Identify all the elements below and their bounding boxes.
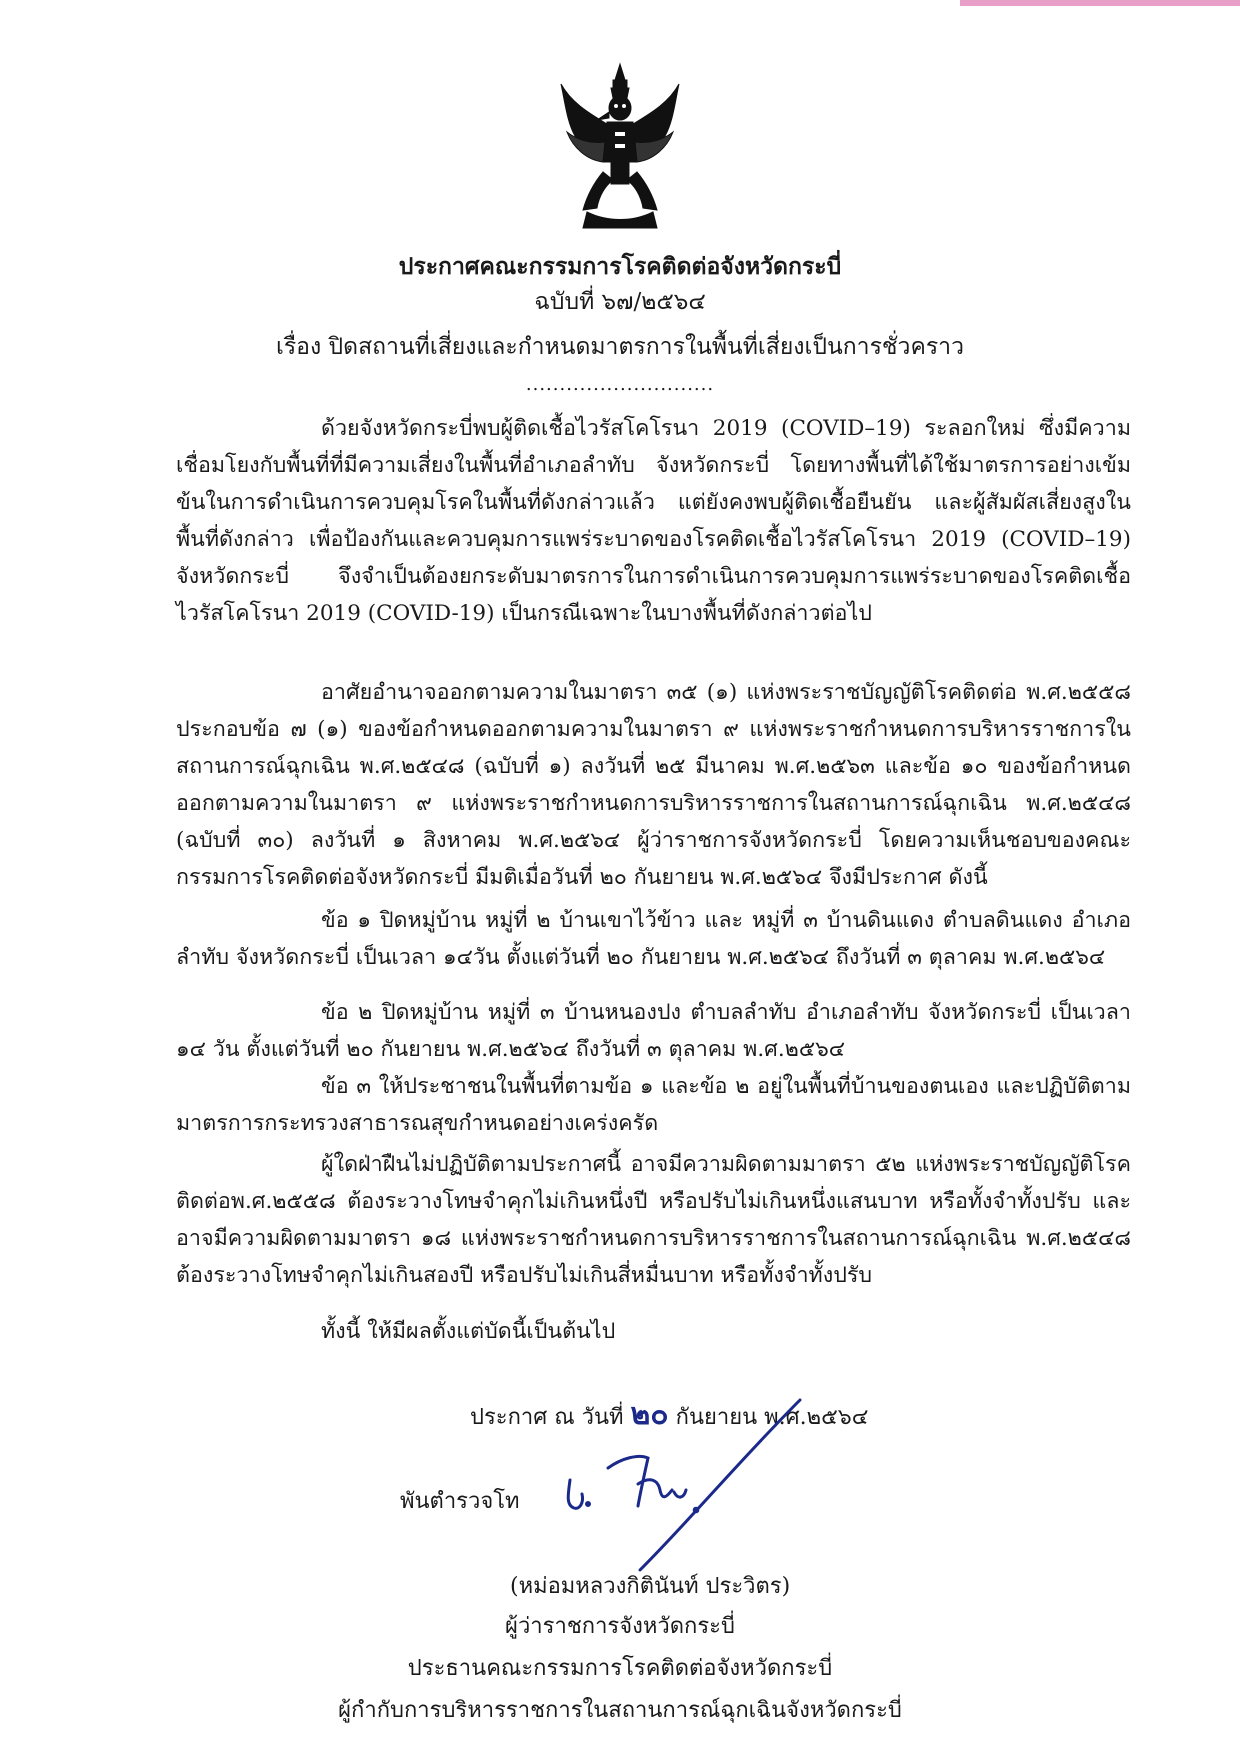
signer-position-emergency-director: ผู้กำกับการบริหารราชการในสถานการณ์ฉุกเฉินจังหวัดกระบี่ [338, 1698, 902, 1723]
announcement-title: ประกาศคณะกรรมการโรคติดต่อจังหวัดกระบี่ [398, 253, 842, 280]
paragraph-background: ด้วยจังหวัดกระบี่พบผู้ติดเชื้อไวรัสโคโรนา 2019 (COVID–19) ระลอกใหม่ ซึ่งมีความเชื่อมโยงกับพื้นที่ที่มีความเสี่ยงในพื้นที่อำเภอลำทับ จังหวัดกระบี่ โดยทางพื้นที่ได้ใช้มาตรการอย่างเข้มข้นในการดำเนินการควบคุมโรคในพื้นที่ดังกล่าวแล้ว แต่ยังคงพบผู้ติดเชื้อยืนยัน และผู้สัมผัสเสี่ยงสูงในพื้นที่ดังกล่าว เพื่อป้องกันและควบคุมการแพร่ระบาดของโรคติดเชื้อไวรัสโคโรนา 2019 (COVID–19) จังหวัดกระบี่ จึงจำเป็นต้องยกระดับมาตรการในการดำเนินการควบคุมการแพร่ระบาดของโรคติดเชื้อไวรัสโคโรนา 2019 (COVID-19) เป็นกรณีเฉพาะในบางพื้นที่ดังกล่าวต่อไป [176, 416, 1131, 626]
signer-name: (หม่อมหลวงกิตินันท์ ประวิตร) [510, 1574, 791, 1599]
paragraph-penalty: ผู้ใดฝ่าฝืนไม่ปฏิบัติตามประกาศนี้ อาจมีความผิดตามมาตรา ๕๒ แห่งพระราชบัญญัติโรคติดต่อพ.ศ.๒๕๕๘ ต้องระวางโทษจำคุกไม่เกินหนึ่งปี หรือปรับไม่เกินหนึ่งแสนบาท หรือทั้งจำทั้งปรับ และอาจมีความผิดตามมาตรา ๑๘ แห่งพระราชกำหนดการบริหารราชการในสถานการณ์ฉุกเฉิน พ.ศ.๒๕๔๘ ต้องระวางโทษจำคุกไม่เกินสองปี หรือปรับไม่เกินสี่หมื่นบาท หรือทั้งจำทั้งปรับ [176, 1152, 1131, 1288]
paragraph-effective: ทั้งนี้ ให้มีผลตั้งแต่บัดนี้เป็นต้นไป [321, 1319, 616, 1344]
handwritten-signature [540, 1380, 840, 1580]
announcement-subject: เรื่อง ปิดสถานที่เสี่ยงและกำหนดมาตรการในพื้นที่เสี่ยงเป็นการชั่วคราว [275, 334, 965, 360]
paragraph-legal-authority: อาศัยอำนาจออกตามความในมาตรา ๓๕ (๑) แห่งพระราชบัญญัติโรคติดต่อ พ.ศ.๒๕๕๘ ประกอบข้อ ๗ (๑) ของข้อกำหนดออกตามความในมาตรา ๙ แห่งพระราชกำหนดการบริหารราชการในสถานการณ์ฉุกเฉิน พ.ศ.๒๕๔๘ (ฉบับที่ ๑) ลงวันที่ ๒๕ มีนาคม พ.ศ.๒๕๖๓ และข้อ ๑๐ ของข้อกำหนดออกตามความในมาตรา ๙ แห่งพระราชกำหนดการบริหารราชการในสถานการณ์ฉุกเฉิน พ.ศ.๒๕๔๘ (ฉบับที่ ๓๐) ลงวันที่ ๑ สิงหาคม พ.ศ.๒๕๖๔ ผู้ว่าราชการจังหวัดกระบี่ โดยความเห็นชอบของคณะกรรมการโรคติดต่อจังหวัดกระบี่ มีมติเมื่อวันที่ ๒๐ กันยายน พ.ศ.๒๕๖๔ จึงมีประกาศ ดังนี้ [176, 680, 1131, 890]
clause-2: ข้อ ๒ ปิดหมู่บ้าน หมู่ที่ ๓ บ้านหนองปง ตำบลลำทับ อำเภอลำทับ จังหวัดกระบี่ เป็นเวลา ๑๔ วัน ตั้งแต่วันที่ ๒๐ กันยายน พ.ศ.๒๕๖๔ ถึงวันที่ ๓ ตุลาคม พ.ศ.๒๕๖๔ [176, 1000, 1131, 1062]
signer-rank: พันตำรวจโท [400, 1489, 520, 1514]
clause-1: ข้อ ๑ ปิดหมู่บ้าน หมู่ที่ ๒ บ้านเขาไว้ข้าว และ หมู่ที่ ๓ บ้านดินแดง ตำบลดินแดง อำเภอลำทับ จังหวัดกระบี่ เป็นเวลา ๑๔วัน ตั้งแต่วันที่ ๒๐ กันยายน พ.ศ.๒๕๖๔ ถึงวันที่ ๓ ตุลาคม พ.ศ.๒๕๖๔ [176, 908, 1131, 970]
announcement-issue-number: ฉบับที่ ๖๗/๒๕๖๔ [534, 289, 706, 315]
garuda-emblem-icon [557, 62, 683, 232]
signer-position-governor: ผู้ว่าราชการจังหวัดกระบี่ [505, 1614, 735, 1639]
page-edge-accent [960, 0, 1240, 6]
clause-3: ข้อ ๓ ให้ประชาชนในพื้นที่ตามข้อ ๑ และข้อ ๒ อยู่ในพื้นที่บ้านของตนเอง และปฏิบัติตามมาตรการกระทรวงสาธารณสุขกำหนดอย่างเคร่งครัด [176, 1074, 1131, 1136]
separator-dots: ............................ [525, 374, 715, 395]
announce-prefix: ประกาศ ณ วันที่ [470, 1405, 624, 1430]
signer-position-committee-chair: ประธานคณะกรรมการโรคติดต่อจังหวัดกระบี่ [407, 1656, 833, 1681]
announce-suffix: กันยายน พ.ศ.๒๕๖๔ [675, 1405, 869, 1430]
announce-day-handwritten: ๒๐ [630, 1397, 669, 1432]
